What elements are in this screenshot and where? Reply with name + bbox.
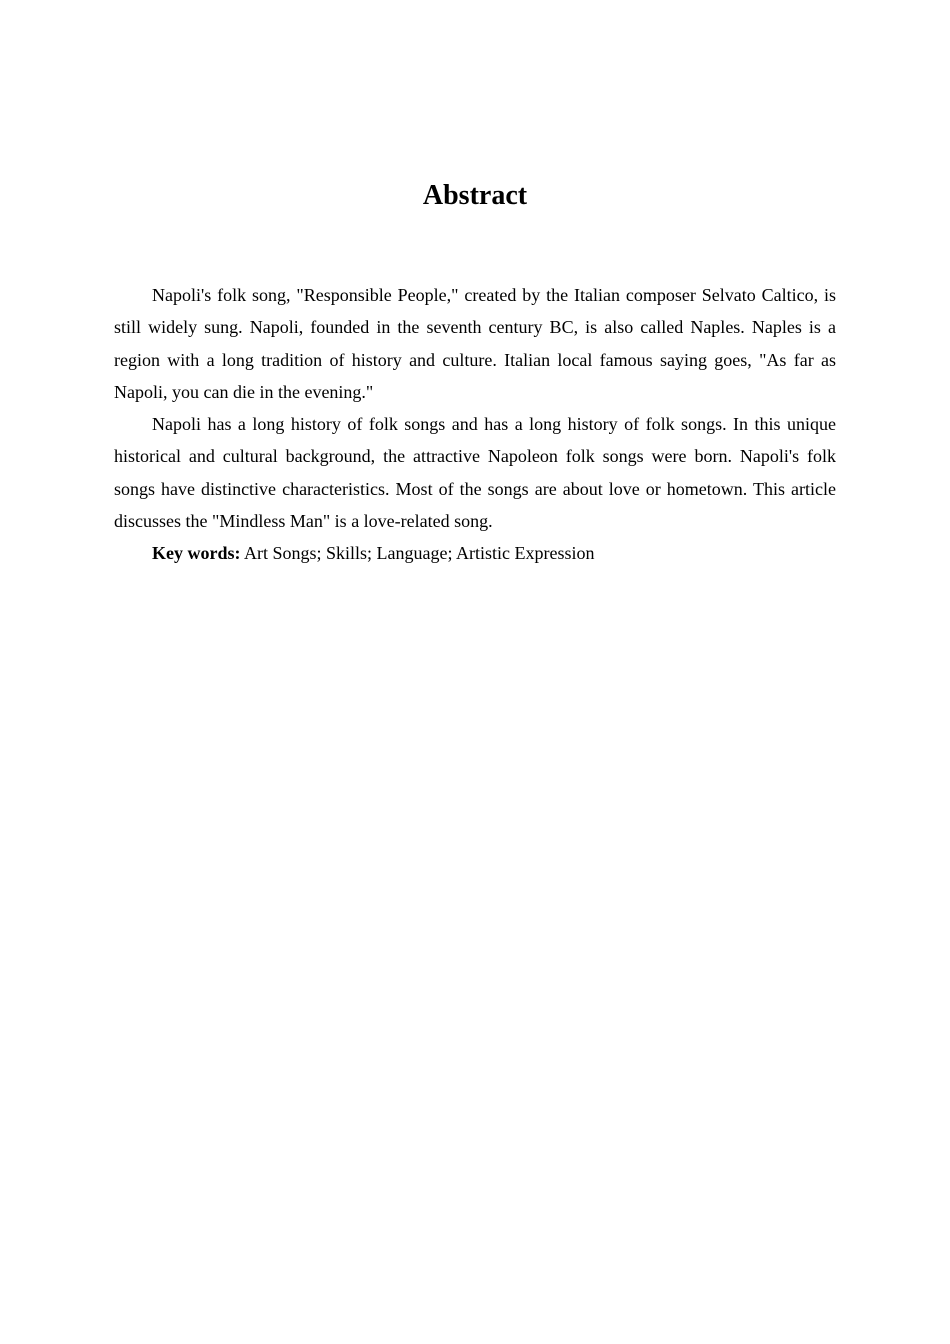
keywords-line bbox=[114, 537, 836, 569]
keywords-label: Key words: bbox=[152, 543, 241, 564]
keywords-text: Art Songs; Skills; Language; Artistic Expression bbox=[240, 543, 595, 564]
abstract-paragraph: Napoli has a long history of folk songs and has a long history of folk songs. In this unique historical and cultural background, the attractive Napoleon folk songs were born. Napoli's folk songs have distinctive characteristics. Most of the songs are about love or hometown. This article discusses the "Mindless Man" is a love-related song. bbox=[114, 414, 836, 532]
abstract-paragraph: Napoli's folk song, "Responsible People," created by the Italian composer Selvato Caltico, is still widely sung. Napoli, founded in the seventh century BC, is also called Naples. Naples is a region with a long tradition of history and culture. Italian local famous saying goes, "As far as Napoli, you can die in the evening." bbox=[114, 285, 836, 402]
abstract-body bbox=[114, 279, 836, 570]
abstract-title: Abstract bbox=[422, 180, 528, 211]
